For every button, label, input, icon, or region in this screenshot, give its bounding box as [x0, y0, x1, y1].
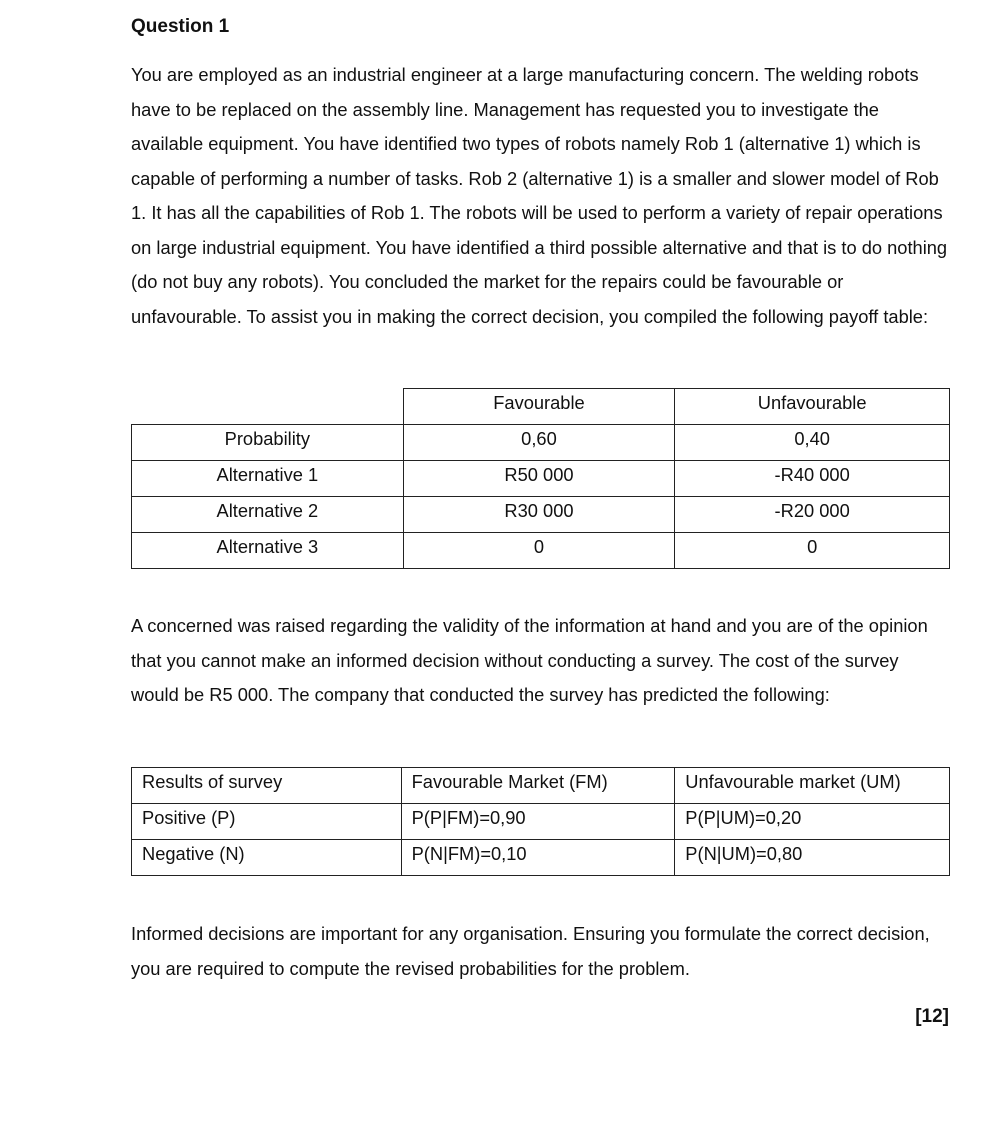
table-row [132, 497, 950, 533]
payoff-cell: 0,60 [403, 425, 675, 461]
payoff-row-label: Alternative 2 [132, 497, 404, 533]
survey-table [131, 767, 950, 876]
survey-cell: P(N|FM)=0,10 [401, 840, 675, 876]
payoff-cell: R30 000 [403, 497, 675, 533]
table-row [132, 840, 950, 876]
table-row [132, 533, 950, 569]
table-row [132, 425, 950, 461]
payoff-header-row [132, 389, 950, 425]
table-row [132, 461, 950, 497]
question-title: Question 1 [131, 16, 230, 37]
survey-cell: P(P|FM)=0,90 [401, 804, 675, 840]
payoff-row-label: Alternative 3 [132, 533, 404, 569]
instruction-paragraph: Informed decisions are important for any organisation. Ensuring you formulate the correct decision, you are required to compute the revised probabilities for the problem. [131, 923, 930, 979]
payoff-header-favourable: Favourable [403, 389, 675, 425]
survey-row-label: Positive (P) [132, 804, 402, 840]
survey-header-row [132, 768, 950, 804]
survey-header-results: Results of survey [132, 768, 402, 804]
survey-cell: P(N|UM)=0,80 [675, 840, 950, 876]
payoff-row-label: Probability [132, 425, 404, 461]
marks-label: [12] [915, 1006, 949, 1027]
payoff-header-blank [132, 389, 404, 425]
payoff-table [131, 388, 950, 569]
survey-row-label: Negative (N) [132, 840, 402, 876]
payoff-cell: 0 [403, 533, 675, 569]
payoff-cell: -R40 000 [675, 461, 950, 497]
survey-cell: P(P|UM)=0,20 [675, 804, 950, 840]
payoff-cell: 0,40 [675, 425, 950, 461]
payoff-cell: R50 000 [403, 461, 675, 497]
payoff-row-label: Alternative 1 [132, 461, 404, 497]
payoff-cell: 0 [675, 533, 950, 569]
survey-header-unfavourable: Unfavourable market (UM) [675, 768, 950, 804]
payoff-cell: -R20 000 [675, 497, 950, 533]
payoff-header-unfavourable: Unfavourable [675, 389, 950, 425]
table-row [132, 804, 950, 840]
survey-header-favourable: Favourable Market (FM) [401, 768, 675, 804]
intro-paragraph: You are employed as an industrial engineer at a large manufacturing concern. The welding robots have to be replaced on the assembly line. Management has requested you to investigate the available equipment. You have identified two types of robots namely Rob 1 (alternative 1) which is capable of performing a number of tasks. Rob 2 (alternative 1) is a smaller and slower model of Rob 1. It has all the capabilities of Rob 1. The robots will be used to perform a variety of repair operations on large industrial equipment. You have identified a third possible alternative and that is to do nothing (do not buy any robots). You concluded the market for the repairs could be favourable or unfavourable. To assist you in making the correct decision, you compiled the following payoff table: [131, 64, 948, 327]
survey-paragraph: A concerned was raised regarding the validity of the information at hand and you are of the opinion that you cannot make an informed decision without conducting a survey. The cost of the survey would be R5 000. The company that conducted the survey has predicted the following: [131, 615, 928, 705]
